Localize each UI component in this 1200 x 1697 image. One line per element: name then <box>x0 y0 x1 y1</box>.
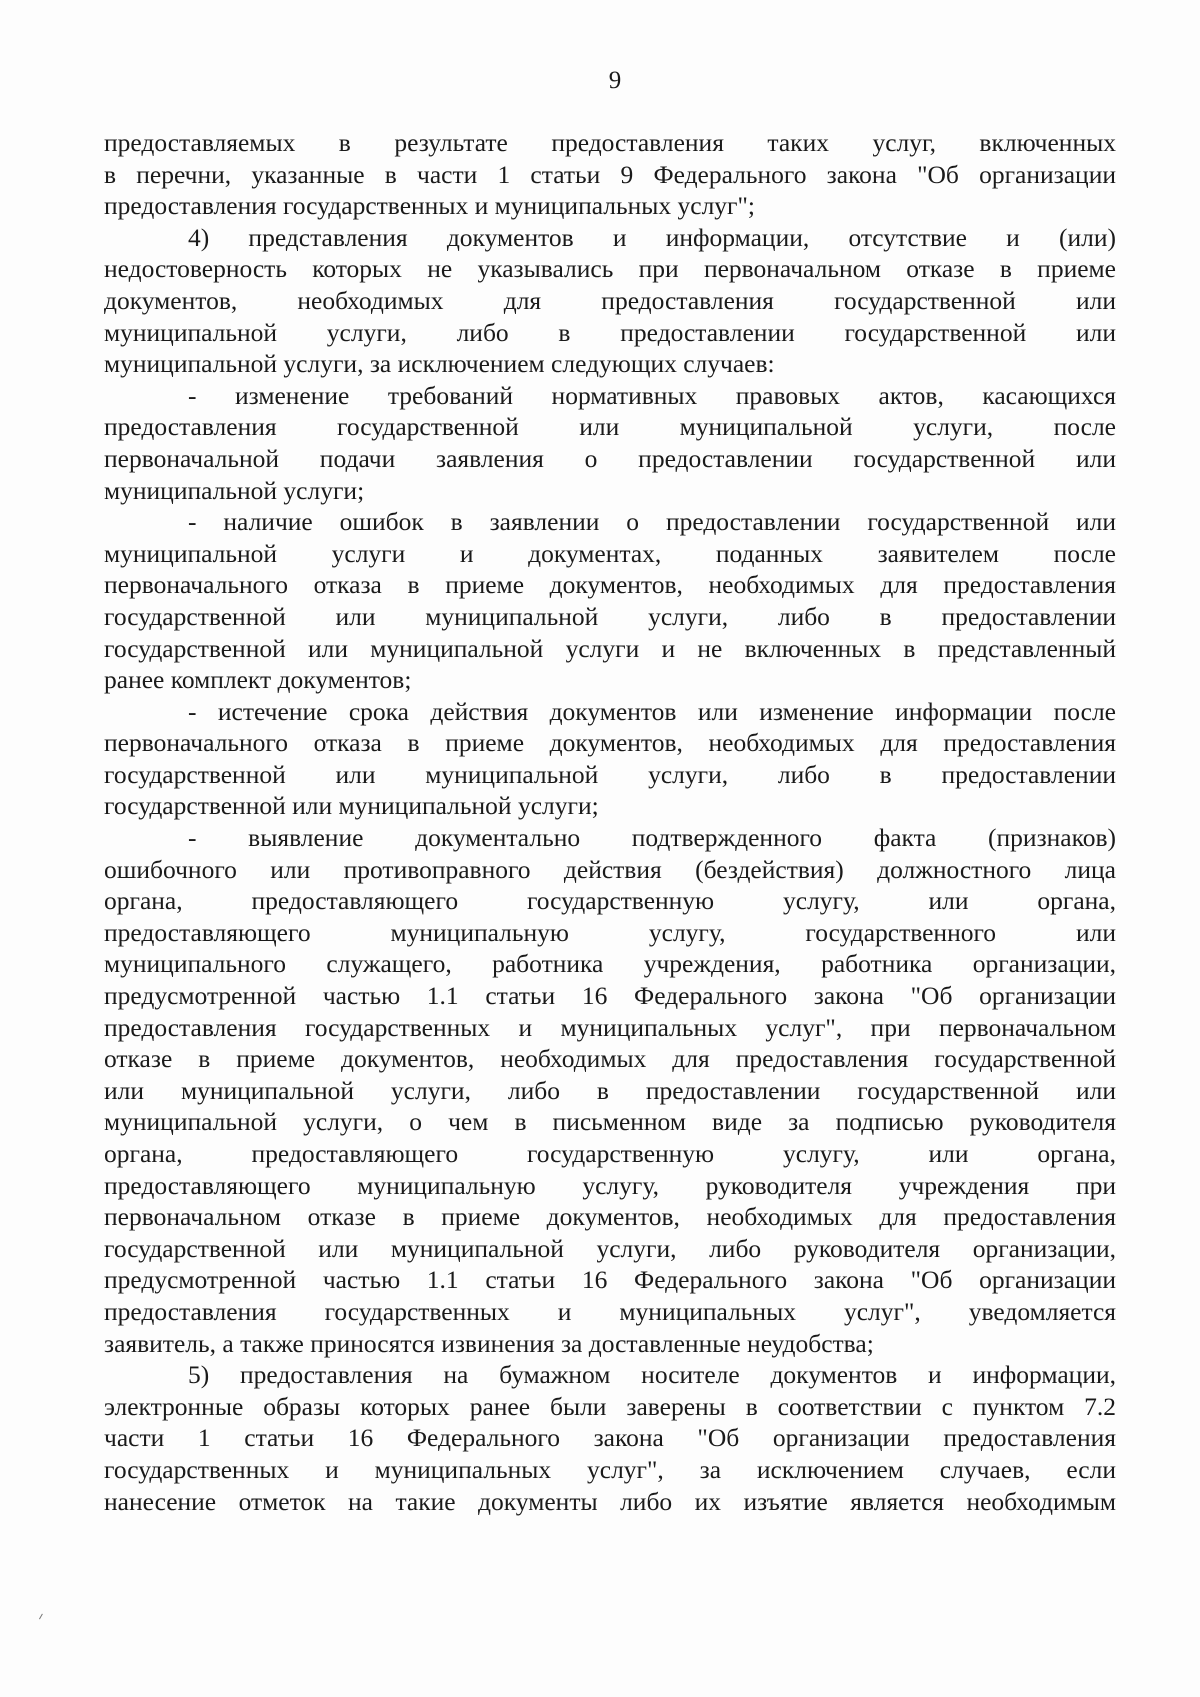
text-line: муниципального служащего, работника учреждения, работника организации, <box>104 949 1116 979</box>
text-line: первоначальном отказе в приеме документов, необходимых для предоставления <box>104 1202 1116 1232</box>
text-line: недостоверность которых не указывались при первоначальном отказе в приеме <box>104 254 1116 284</box>
text-line: документов, необходимых для предоставления государственной или <box>104 285 1116 315</box>
text-line: в перечни, указанные в части 1 статьи 9 Федерального закона "Об организации <box>104 159 1116 189</box>
paragraph-bullet-requirements-change <box>104 380 1116 506</box>
text-line: - наличие ошибок в заявлении о предоставлении государственной или <box>188 507 1116 537</box>
paragraph-bullet-expiration <box>104 696 1116 822</box>
text-line: предоставления государственных и муниципальных услуг", при первоначальном <box>104 1012 1116 1042</box>
text-line: или муниципальной услуги, либо в предоставлении государственной или <box>104 1075 1116 1105</box>
text-line: заявитель, а также приносятся извинения за доставленные неудобства; <box>104 1328 874 1358</box>
page-number: 9 <box>608 67 622 94</box>
text-line: ошибочного или противоправного действия (бездействия) должностного лица <box>104 854 1116 884</box>
text-line: муниципальной услуги; <box>104 475 365 505</box>
text-line: государственной или муниципальной услуги и не включенных в представленный <box>104 633 1116 663</box>
text-line: первоначальной подачи заявления о предоставлении государственной или <box>104 443 1116 473</box>
text-line: части 1 статьи 16 Федерального закона "Об организации предоставления <box>104 1423 1116 1453</box>
text-line: предоставления государственных и муниципальных услуг", уведомляется <box>104 1296 1116 1326</box>
paragraph-bullet-errors <box>104 506 1116 696</box>
text-line: предоставляемых в результате предоставления таких услуг, включенных <box>104 128 1116 157</box>
text-line: предоставления государственных и муниципальных услуг"; <box>104 191 756 221</box>
text-line: муниципальной услуги, либо в предоставлении государственной или <box>104 317 1116 347</box>
paragraph-continuation <box>104 127 1116 222</box>
text-line: органа, предоставляющего государственную услугу, или органа, <box>104 1139 1116 1168</box>
text-line: государственной или муниципальной услуги, либо в предоставлении <box>104 601 1116 631</box>
text-line: - изменение требований нормативных правовых актов, касающихся <box>188 380 1116 410</box>
text-line: нанесение отметок на такие документы либо их изъятие является необходимым <box>104 1486 1116 1516</box>
text-line: предоставления государственной или муниципальной услуги, после <box>104 412 1116 442</box>
text-line: государственной или муниципальной услуги, либо руководителя организации, <box>104 1233 1116 1263</box>
text-line: - истечение срока действия документов или изменение информации после <box>188 696 1116 726</box>
paragraph-bullet-misconduct <box>104 822 1116 1359</box>
text-line: государственных и муниципальных услуг", за исключением случаев, если <box>104 1454 1116 1484</box>
text-line: электронные образы которых ранее были заверены в соответствии с пунктом 7.2 <box>104 1391 1116 1421</box>
text-line: муниципальной услуги, за исключением следующих случаев: <box>104 349 775 379</box>
text-line: первоначального отказа в приеме документов, необходимых для предоставления <box>104 728 1116 758</box>
text-line: муниципальной услуги и документах, поданных заявителем после <box>104 538 1116 568</box>
text-line: государственной или муниципальной услуги, либо в предоставлении <box>104 759 1116 789</box>
text-line: отказе в приеме документов, необходимых для предоставления государственной <box>104 1044 1116 1074</box>
text-line: государственной или муниципальной услуги; <box>104 791 599 821</box>
document-body <box>104 127 1116 1517</box>
text-line: - выявление документально подтвержденного факта (признаков) <box>188 823 1116 853</box>
text-line: 5) предоставления на бумажном носителе документов и информации, <box>188 1360 1116 1390</box>
text-line: муниципальной услуги, о чем в письменном виде за подписью руководителя <box>104 1107 1116 1137</box>
text-line: предусмотренной частью 1.1 статьи 16 Федерального закона "Об организации <box>104 981 1116 1011</box>
paragraph-item-4 <box>104 222 1116 380</box>
scan-artifact <box>39 1614 48 1623</box>
paragraph-item-5 <box>104 1359 1116 1517</box>
text-line: предоставляющего муниципальную услугу, руководителя учреждения при <box>104 1170 1116 1200</box>
text-line: 4) представления документов и информации, отсутствие и (или) <box>188 222 1116 252</box>
text-line: предусмотренной частью 1.1 статьи 16 Федерального закона "Об организации <box>104 1265 1116 1295</box>
text-line: органа, предоставляющего государственную услугу, или органа, <box>104 886 1116 916</box>
text-line: предоставляющего муниципальную услугу, государственного или <box>104 917 1116 947</box>
text-line: ранее комплект документов; <box>104 665 412 695</box>
text-line: первоначального отказа в приеме документов, необходимых для предоставления <box>104 570 1116 600</box>
